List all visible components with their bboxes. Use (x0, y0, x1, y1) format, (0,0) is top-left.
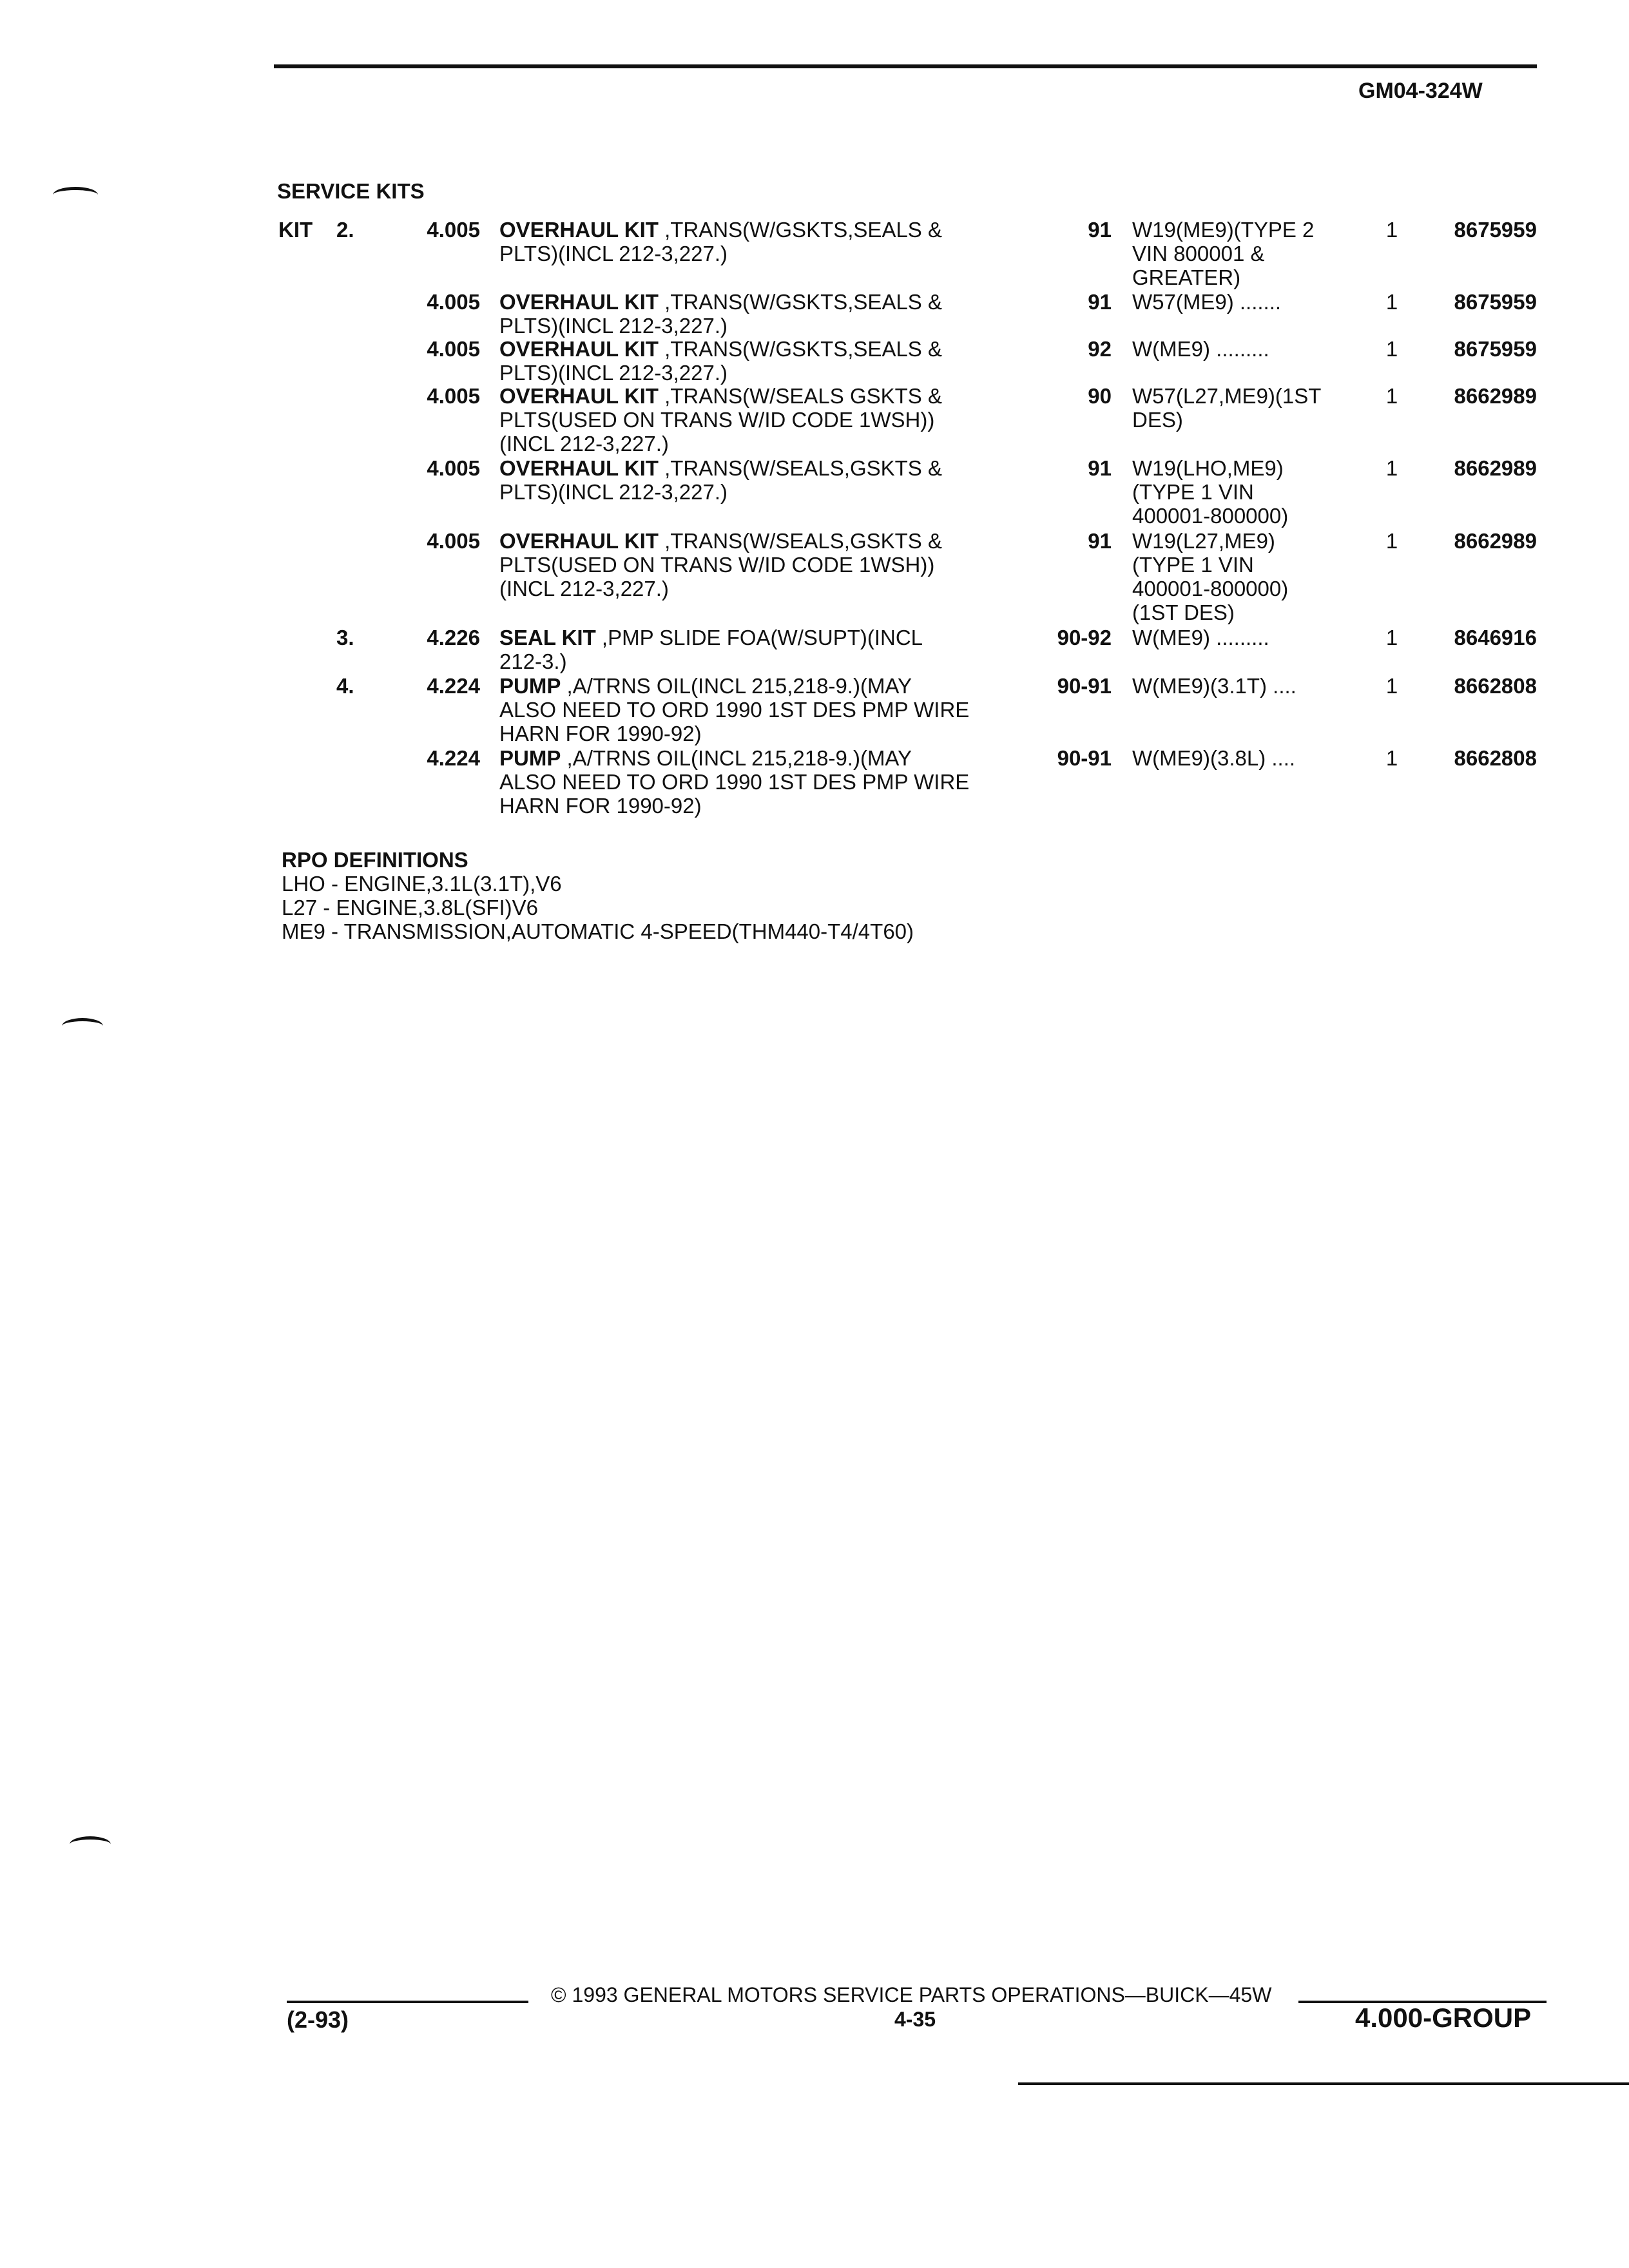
description-line (499, 649, 923, 673)
description-line (499, 242, 942, 265)
model-year: 91 (1088, 290, 1112, 314)
catalog-code: 4.226 (427, 626, 480, 649)
description-line (499, 314, 942, 338)
rpo-item: L27 - ENGINE,3.8L(SFI)V6 (282, 896, 538, 919)
catalog-code: 4.224 (427, 674, 480, 698)
binder-mark-middle (62, 1018, 103, 1034)
application-line: VIN 800001 & (1132, 242, 1265, 265)
part-name: PUMP (499, 746, 561, 770)
part-number: 8662808 (1454, 674, 1537, 698)
application-line: W19(ME9)(TYPE 2 (1132, 218, 1315, 242)
doc-code: GM04-324W (1358, 79, 1483, 103)
description-text: PLTS)(INCL 212-3,227.) (499, 480, 728, 504)
part-number: 8662989 (1454, 456, 1537, 480)
part-number: 8662989 (1454, 384, 1537, 408)
description-line (499, 218, 942, 242)
quantity: 1 (1385, 674, 1398, 698)
description-text: HARN FOR 1990-92) (499, 794, 702, 818)
catalog-code: 4.005 (427, 529, 480, 553)
catalog-code: 4.005 (427, 384, 480, 408)
rpo-title: RPO DEFINITIONS (282, 848, 468, 872)
model-year: 91 (1088, 456, 1112, 480)
description-text: ,PMP SLIDE FOA(W/SUPT)(INCL (601, 626, 923, 649)
part-name: OVERHAUL KIT (499, 337, 659, 361)
page-number: 4-35 (894, 2008, 936, 2031)
application-line: (TYPE 1 VIN (1132, 480, 1254, 504)
application (1132, 290, 1281, 314)
part-number: 8646916 (1454, 626, 1537, 649)
application-line: DES) (1132, 408, 1183, 432)
top-rule (274, 64, 1537, 68)
application-line: (1ST DES) (1132, 601, 1235, 624)
part-name: OVERHAUL KIT (499, 529, 659, 553)
description-text: ,A/TRNS OIL(INCL 215,218-9.)(MAY (566, 674, 912, 698)
application-line: W57(ME9) ....... (1132, 290, 1282, 314)
description-line (499, 456, 942, 480)
binder-mark-top (53, 187, 98, 203)
description-text: PLTS(USED ON TRANS W/ID CODE 1WSH)) (499, 408, 935, 432)
copyright-notice: © 1993 GENERAL MOTORS SERVICE PARTS OPERATIONS—BUICK—45W (551, 1983, 1272, 2006)
part-number: 8675959 (1454, 218, 1537, 242)
item-number: 3. (336, 626, 354, 649)
description-text: ALSO NEED TO ORD 1990 1ST DES PMP WIRE (499, 770, 970, 794)
application (1132, 746, 1295, 770)
quantity: 1 (1385, 456, 1398, 480)
description-line (499, 432, 942, 456)
part-name: OVERHAUL KIT (499, 456, 659, 480)
description-line (499, 698, 969, 722)
description-text: PLTS)(INCL 212-3,227.) (499, 314, 728, 338)
rpo-definitions (282, 848, 914, 943)
description-text: (INCL 212-3,227.) (499, 432, 669, 456)
description-line (499, 770, 969, 794)
application-line: W(ME9) ......... (1132, 626, 1269, 649)
application-line: W(ME9)(3.8L) .... (1132, 746, 1296, 770)
binder-mark-bottom (70, 1836, 111, 1852)
application-line: 400001-800000) (1132, 504, 1289, 528)
rpo-item: ME9 - TRANSMISSION,AUTOMATIC 4-SPEED(THM440-T4/4T60) (282, 919, 914, 943)
part-description (499, 384, 942, 456)
application-line: W(ME9) ......... (1132, 337, 1269, 361)
quantity: 1 (1385, 529, 1398, 553)
part-description (499, 674, 969, 745)
group-label: 4.000-GROUP (1355, 2003, 1532, 2033)
description-text: PLTS)(INCL 212-3,227.) (499, 361, 728, 385)
model-year: 90-91 (1057, 674, 1112, 698)
application-line: 400001-800000) (1132, 577, 1289, 601)
description-text: ,TRANS(W/SEALS GSKTS & (664, 384, 942, 408)
part-name: OVERHAUL KIT (499, 218, 659, 242)
description-text: (INCL 212-3,227.) (499, 577, 669, 601)
description-text: HARN FOR 1990-92) (499, 722, 702, 745)
quantity: 1 (1385, 290, 1398, 314)
part-number: 8675959 (1454, 337, 1537, 361)
application (1132, 218, 1314, 289)
description-text: 212-3.) (499, 649, 567, 673)
part-description (499, 746, 969, 818)
description-text: ALSO NEED TO ORD 1990 1ST DES PMP WIRE (499, 698, 970, 722)
catalog-code: 4.005 (427, 218, 480, 242)
catalog-code: 4.224 (427, 746, 480, 770)
model-year: 91 (1088, 218, 1112, 242)
description-line (499, 794, 969, 818)
description-line (499, 577, 942, 601)
application-line: W19(LHO,ME9) (1132, 456, 1284, 480)
catalog-code: 4.005 (427, 456, 480, 480)
part-name: OVERHAUL KIT (499, 384, 659, 408)
description-line (499, 337, 942, 361)
description-line (499, 626, 923, 649)
description-text: ,TRANS(W/GSKTS,SEALS & (664, 218, 942, 242)
item-number: 4. (336, 674, 354, 698)
section-title: SERVICE KITS (277, 179, 425, 203)
footer-rule-left (287, 2001, 528, 2003)
description-line (499, 408, 942, 432)
part-description (499, 337, 942, 385)
description-line (499, 529, 942, 553)
application (1132, 674, 1296, 698)
description-line (499, 361, 942, 385)
description-line (499, 722, 969, 745)
rpo-list (282, 872, 914, 943)
application (1132, 384, 1321, 432)
quantity: 1 (1385, 746, 1398, 770)
part-description (499, 290, 942, 338)
quantity: 1 (1385, 626, 1398, 649)
description-line (499, 290, 942, 314)
catalog-code: 4.005 (427, 290, 480, 314)
description-line (499, 553, 942, 577)
part-description (499, 529, 942, 601)
date-code: (2-93) (287, 2006, 349, 2033)
part-number: 8662989 (1454, 529, 1537, 553)
description-text: ,TRANS(W/SEALS,GSKTS & (664, 529, 942, 553)
catalog-code: 4.005 (427, 337, 480, 361)
application-line: W(ME9)(3.1T) .... (1132, 674, 1296, 698)
part-name: SEAL KIT (499, 626, 596, 649)
description-text: PLTS(USED ON TRANS W/ID CODE 1WSH)) (499, 553, 935, 577)
description-text: ,TRANS(W/SEALS,GSKTS & (664, 456, 942, 480)
part-description (499, 626, 923, 673)
description-line (499, 384, 942, 408)
part-number: 8675959 (1454, 290, 1537, 314)
part-description (499, 456, 942, 504)
description-line (499, 480, 942, 504)
part-name: PUMP (499, 674, 561, 698)
description-line (499, 674, 969, 698)
application (1132, 626, 1269, 649)
quantity: 1 (1385, 218, 1398, 242)
application-line: GREATER) (1132, 265, 1241, 289)
model-year: 91 (1088, 529, 1112, 553)
bottom-rule (1018, 2082, 1629, 2085)
model-year: 92 (1088, 337, 1112, 361)
part-name: OVERHAUL KIT (499, 290, 659, 314)
quantity: 1 (1385, 384, 1398, 408)
description-line (499, 746, 969, 770)
application (1132, 456, 1288, 528)
part-number: 8662808 (1454, 746, 1537, 770)
description-text: ,TRANS(W/GSKTS,SEALS & (664, 337, 942, 361)
rpo-item: LHO - ENGINE,3.1L(3.1T),V6 (282, 872, 562, 896)
kit-label: KIT (278, 218, 313, 242)
application-line: W19(L27,ME9) (1132, 529, 1275, 553)
item-number: 2. (336, 218, 354, 242)
description-text: PLTS)(INCL 212-3,227.) (499, 242, 728, 265)
application (1132, 337, 1269, 361)
model-year: 90 (1088, 384, 1112, 408)
model-year: 90-92 (1057, 626, 1112, 649)
description-text: ,TRANS(W/GSKTS,SEALS & (664, 290, 942, 314)
description-text: ,A/TRNS OIL(INCL 215,218-9.)(MAY (566, 746, 912, 770)
application-line: W57(L27,ME9)(1ST (1132, 384, 1322, 408)
application-line: (TYPE 1 VIN (1132, 553, 1254, 577)
application (1132, 529, 1288, 624)
quantity: 1 (1385, 337, 1398, 361)
model-year: 90-91 (1057, 746, 1112, 770)
part-description (499, 218, 942, 265)
